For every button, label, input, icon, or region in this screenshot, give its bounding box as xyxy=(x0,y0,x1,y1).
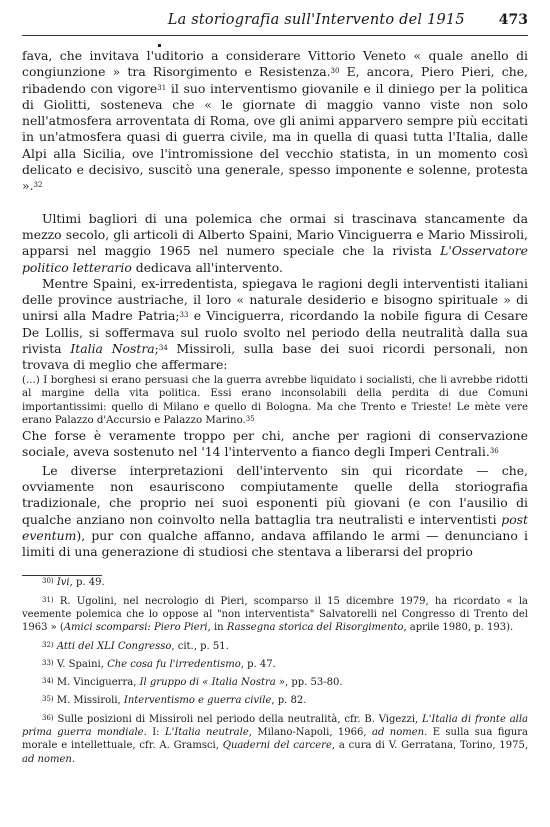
footnote-ref-33: 33 xyxy=(179,311,189,320)
footnote-number: 31) xyxy=(42,595,54,604)
page-number: 473 xyxy=(498,12,528,28)
paragraph-3: Mentre Spaini, ex-irredentista, spiegava le ragioni degli interventisti italiani delle province austriache, il loro « naturale desiderio e bisogno spirituale » di unirsi alla Madre Patria;$^{33}$ e Vinciguerra, ricordando la nobile figura di Cesare De Lollis, si soffermava sul ruolo svolto nel periodo della neutralità dalla sua rivista Italia Nostra;$^{34}$ Missiroli, sulla base dei suoi ricordi personali, non trovava di meglio che affermare: xyxy=(22,275,529,373)
block-quote: (...) I borghesi si erano persuasi che la guerra avrebbe liquidato i socialisti, che li avrebbe ridotti al margine della vita politica. Essi erano inconsolabili della perdita di due Comuni importantissimi: quello di Milano e quello di Bologna. Ma che Trento e Trieste! Le mète vere erano Palazzo d'Accursio e Palazzo Marino.$^{35}$ xyxy=(22,374,528,427)
footnote-number: 36) xyxy=(42,713,54,722)
main-text xyxy=(22,48,528,560)
footnote-number: 30) xyxy=(42,577,54,586)
footnote: $^{32)}$ Atti del XLI Congresso, cit., p. 51. xyxy=(42,640,229,652)
book-page xyxy=(22,12,528,771)
paragraph-1: fava, che invitava l'uditorio a considerare Vittorio Veneto « quale anello di congiunzione » tra Risorgimento e Resistenza.$^{30}$ E, ancora, Piero Pieri, che, ribadendo con vigore$^{31}$ il suo interventismo giovanile e il diniego per la politica di Giolitti, sosteneva che « le giornate di maggio vanno viste non solo nell'atmosfera arroventata di Roma, ove gli animi apparvero sempre più eccitati in un'atmosfera quasi di guerra civile, ma in quella di quasi tutta l'Italia, dalle Alpi alla Sicilia, ove l'intromissione del vecchio statista, in un momento così delicato e decisivo, suscitò una generale, spesso imponente e solenne, protesta ».$^{32}$ xyxy=(22,48,528,194)
print-mark xyxy=(158,44,161,47)
footnote-ref-35: 35 xyxy=(245,415,255,424)
footnote: $^{33)}$ V. Spaini, Che cosa fu l'irredentismo, p. 47. xyxy=(42,658,276,670)
footnote-number: 32) xyxy=(42,640,54,649)
footnote-ref-32: 32 xyxy=(33,181,43,190)
footnote-number: 35) xyxy=(42,695,54,704)
footnote: $^{36)}$ Sulle posizioni di Missiroli nel periodo della neutralità, cfr. B. Vigezzi, L'Italia di fronte alla prima guerra mondiale. I: L'Italia neutrale, Milano-Napoli, 1966, ad nomen. E sulla sua figura morale e intellettuale, cfr. A. Gramsci, Quaderni del carcere, a cura di V. Gerratana, Torino, 1975, ad nomen. xyxy=(22,713,529,765)
paragraph-5: Le diverse interpretazioni dell'intervento sin qui ricordate — che, ovviamente non esauriscono compiutamente quelle della storiografia tradizionale, che proprio nei suoi esponenti più giovani (e con l'ausilio di qualche anziano non coinvolto nella battaglia tra neutralisti e interventisti post eventum), pur con qualche affanno, andava affilando le armi — denunciano i limiti di una generazione di studiosi che stentava a liberarsi del proprio xyxy=(22,462,528,560)
footnote: $^{30)}$ Ivi, p. 49. xyxy=(42,577,105,589)
footnotes xyxy=(22,576,528,766)
footnote: $^{31)}$ R. Ugolini, nel necrologio di Pieri, scomparso il 15 dicembre 1979, ha ricordato « la veemente polemica che lo oppose al "non interventista" Salvatorelli nel Congresso di Trento del 1963 » (Amici scomparsi: Piero Pieri, in Rassegna storica del Risorgimento, aprile 1980, p. 193). xyxy=(22,595,528,634)
footnote-ref-30: 30 xyxy=(330,67,340,76)
footnote-ref-31: 31 xyxy=(157,83,167,92)
footnote-ref-34: 34 xyxy=(158,344,168,353)
footnote-number: 34) xyxy=(42,677,54,686)
running-title: La storiografia sull'Intervento del 1915 xyxy=(167,12,465,28)
footnote-number: 33) xyxy=(42,658,54,667)
footnote: $^{34)}$ M. Vinciguerra, Il gruppo di « Italia Nostra », pp. 53-80. xyxy=(42,677,343,689)
paragraph-2: Ultimi bagliori di una polemica che ormai si trascinava stancamente da mezzo secolo, gli articoli di Alberto Spaini, Mario Vinciguerra e Mario Missiroli, apparsi nel maggio 1965 nel numero speciale che la rivista L'Osservatore politico letterario dedicava all'intervento. xyxy=(22,210,528,275)
footnote: $^{35)}$ M. Missiroli, Interventismo e guerra civile, p. 82. xyxy=(42,695,307,707)
running-header xyxy=(22,12,528,36)
footnote-ref-36: 36 xyxy=(489,447,499,456)
paragraph-4: Che forse è veramente troppo per chi, anche per ragioni di conservazione sociale, aveva sostenuto nel '14 l'intervento a fianco degli Imperi Centrali.$^{36}$ xyxy=(22,428,528,460)
